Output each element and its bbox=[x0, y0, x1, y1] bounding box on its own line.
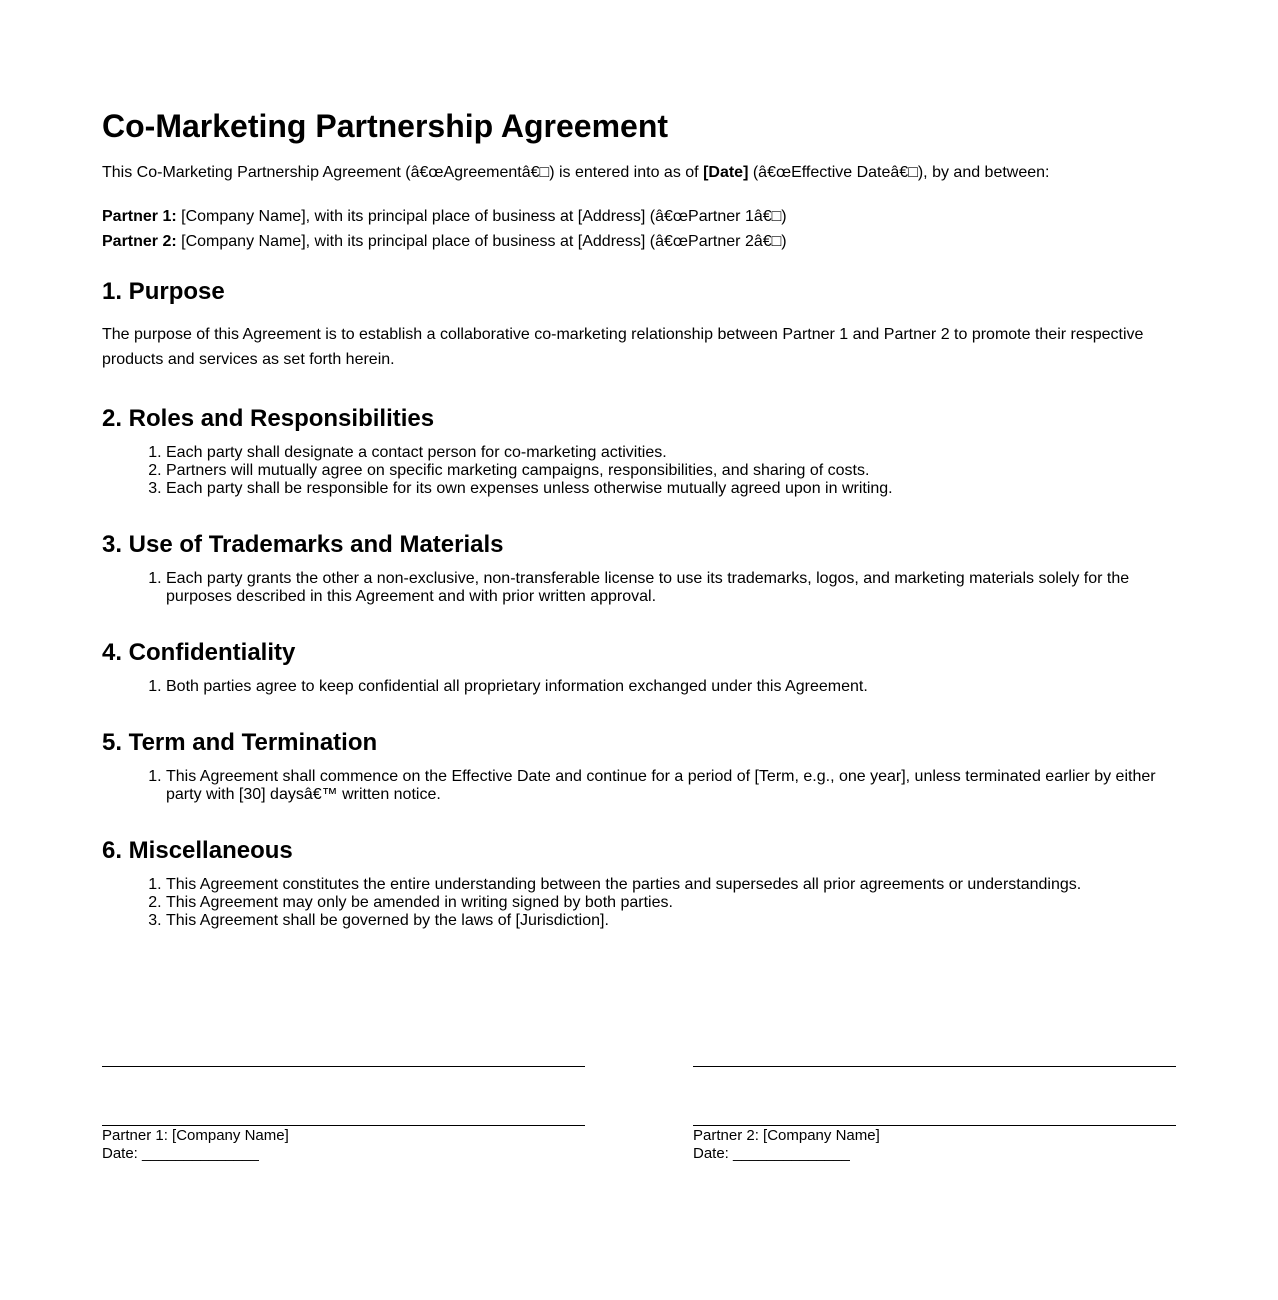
intro-paragraph bbox=[102, 162, 1050, 184]
section-heading-confidentiality: 4. Confidentiality bbox=[102, 639, 296, 666]
signature-block-partner-2 bbox=[693, 1066, 1176, 1162]
list-item: 1. Each party grants the other a non-exclusive, non-transferable license to use its trademarks, logos, and marketing materials solely for the purposes described in this Agreement and with prior written approval. bbox=[166, 570, 1176, 606]
list-item: 1. Each party shall designate a contact person for co-marketing activities. bbox=[166, 444, 1176, 462]
intro-text-start: This Co-Marketing Partnership Agreement (â€œAgreementâ€□) is entered into as of bbox=[102, 164, 704, 181]
date-placeholder: [Date] bbox=[703, 164, 749, 181]
list-item: 3. Each party shall be responsible for its own expenses unless otherwise mutually agreed upon in writing. bbox=[166, 480, 1176, 498]
list-item: 1. Both parties agree to keep confidential all proprietary information exchanged under this Agreement. bbox=[166, 678, 1176, 696]
signature-date: Date: ______________ bbox=[102, 1145, 259, 1162]
trademarks-list bbox=[102, 570, 1176, 606]
partner-2-line bbox=[102, 229, 787, 254]
list-item: 1. This Agreement shall commence on the Effective Date and continue for a period of [Term, e.g., one year], unless terminated earlier by either party with [30] daysâ€™ written notice. bbox=[166, 768, 1176, 804]
list-item: 1. This Agreement constitutes the entire understanding between the parties and supersedes all prior agreements or understandings. bbox=[166, 876, 1176, 894]
partner-2-label: Partner 2: bbox=[102, 233, 177, 250]
signature-partner-name: Partner 1: [Company Name] bbox=[102, 1127, 289, 1144]
partner-1-text: [Company Name], with its principal place of business at [Address] (â€œPartner 1â€□) bbox=[176, 208, 787, 225]
section-heading-purpose: 1. Purpose bbox=[102, 278, 225, 305]
list-item: 2. This Agreement may only be amended in writing signed by both parties. bbox=[166, 894, 1176, 912]
partner-1-line bbox=[102, 204, 787, 229]
list-item: 2. Partners will mutually agree on specific marketing campaigns, responsibilities, and sharing of costs. bbox=[166, 462, 1176, 480]
term-list bbox=[102, 768, 1176, 804]
partners-block bbox=[102, 204, 787, 254]
signature-line bbox=[102, 1066, 585, 1067]
section-heading-miscellaneous: 6. Miscellaneous bbox=[102, 837, 293, 864]
section-heading-term: 5. Term and Termination bbox=[102, 729, 378, 756]
intro-text-end: (â€œEffective Dateâ€□), by and between: bbox=[748, 164, 1050, 181]
list-item: 3. This Agreement shall be governed by the laws of [Jurisdiction]. bbox=[166, 912, 1176, 930]
miscellaneous-list bbox=[102, 876, 1176, 930]
purpose-paragraph: The purpose of this Agreement is to establish a collaborative co-marketing relationship between Partner 1 and Partner 2 to promote their respective products and services as set forth herein. bbox=[102, 326, 1144, 368]
name-line bbox=[102, 1125, 585, 1126]
name-line bbox=[693, 1125, 1176, 1126]
partner-2-text: [Company Name], with its principal place of business at [Address] (â€œPartner 2â€□) bbox=[176, 233, 787, 250]
signature-date: Date: ______________ bbox=[693, 1145, 850, 1162]
signature-block-partner-1 bbox=[102, 1066, 585, 1162]
partner-1-label: Partner 1: bbox=[102, 208, 177, 225]
roles-list bbox=[102, 444, 1176, 498]
signature-partner-name: Partner 2: [Company Name] bbox=[693, 1127, 880, 1144]
signature-line bbox=[693, 1066, 1176, 1067]
confidentiality-list bbox=[102, 678, 1176, 696]
section-heading-trademarks: 3. Use of Trademarks and Materials bbox=[102, 531, 504, 558]
section-heading-roles: 2. Roles and Responsibilities bbox=[102, 405, 435, 432]
document-title: Co-Marketing Partnership Agreement bbox=[102, 108, 669, 144]
